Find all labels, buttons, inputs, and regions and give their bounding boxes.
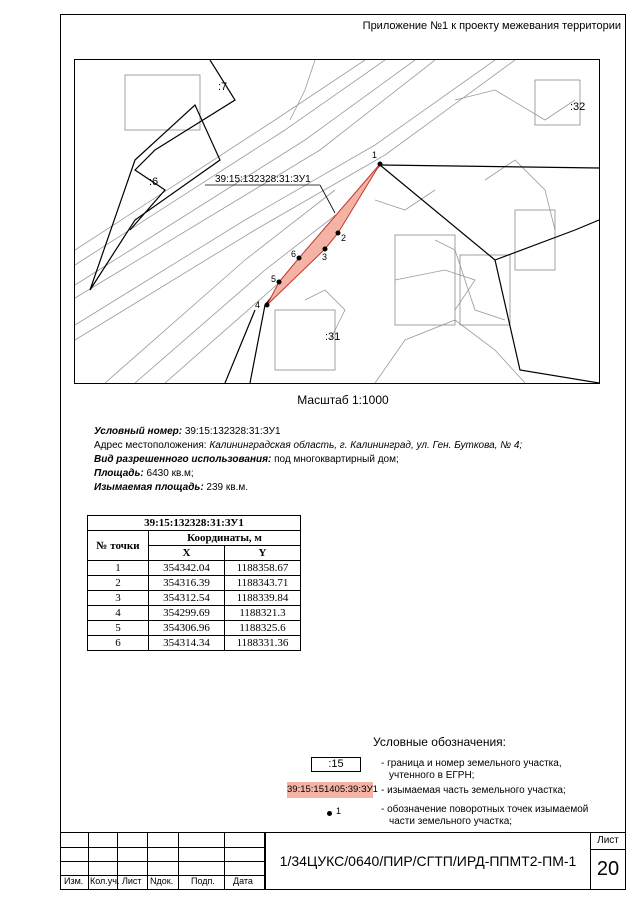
appendix-title: Приложение №1 к проекту межевания территории: [362, 20, 621, 32]
table-row: [88, 576, 301, 591]
title-block: [61, 832, 625, 889]
part-id-label: 39:15:132328:31:ЗУ1: [215, 174, 311, 185]
point-6: [297, 256, 302, 261]
area-line: Площадь: 6430 кв.м;: [94, 468, 194, 479]
legend-point-num: 1: [336, 806, 342, 816]
table-title: 39:15:132328:31:ЗУ1: [88, 516, 301, 531]
col-x-header: X: [149, 546, 225, 561]
parcel-label-32: :32: [570, 101, 586, 113]
legend-point-text: - обозначение поворотных точек изымаемой части земельного участка;: [381, 804, 589, 827]
table-row: [88, 561, 301, 576]
table-row: [88, 591, 301, 606]
point-label-6: 6: [291, 249, 297, 259]
sheet-number-box: [590, 833, 625, 889]
cell-x: 354316.39: [149, 576, 225, 591]
point-label-3: 3: [322, 252, 328, 262]
address-line: Адрес местоположения: Калининградская область, г. Калининград, ул. Ген. Буткова, № 4;: [94, 440, 523, 451]
table-row: [88, 636, 301, 651]
point-label-1: 1: [372, 150, 378, 160]
cell-x: 354314.34: [149, 636, 225, 651]
point-2: [336, 231, 341, 236]
col-point-header: № точки: [88, 531, 149, 561]
document-code: 1/34ЦУКС/0640/ПИР/СГТП/ИРД-ППМТ2-ПМ-1: [265, 833, 590, 889]
parcel-info: [94, 425, 522, 495]
cell-x: 354299.69: [149, 606, 225, 621]
cell-n: 5: [88, 621, 149, 636]
cell-y: 1188325.6: [225, 621, 301, 636]
sheet-label: Лист: [591, 833, 625, 850]
parcel-label-7: :7: [218, 81, 228, 93]
cell-n: 3: [88, 591, 149, 606]
legend-title: Условные обозначения:: [373, 735, 506, 749]
cell-n: 1: [88, 561, 149, 576]
cell-n: 6: [88, 636, 149, 651]
legend-part-swatch: 39:15:151405:39:ЗУ1: [287, 782, 373, 798]
map-drawing: [75, 60, 599, 383]
point-1: [378, 162, 383, 167]
point-4: [265, 303, 270, 308]
table-row: [88, 621, 301, 636]
legend-point-dot: [327, 811, 332, 816]
point-3: [323, 247, 328, 252]
cell-x: 354306.96: [149, 621, 225, 636]
coordinates-table: [87, 515, 301, 651]
cadastral-map: [74, 59, 600, 384]
drawing-sheet: [60, 14, 626, 890]
cond-number-line: Условный номер: 39:15:132328:31:ЗУ1: [94, 426, 281, 437]
cell-x: 354342.04: [149, 561, 225, 576]
table-row: [88, 606, 301, 621]
cell-y: 1188343.71: [225, 576, 301, 591]
stamp-kol: Кол.уч.: [90, 876, 120, 886]
sheet-number: 20: [596, 858, 620, 880]
col-coords-header: Координаты, м: [149, 531, 301, 546]
legend-part-text: - изымаемая часть земельного участка;: [381, 785, 566, 796]
col-y-header: Y: [225, 546, 301, 561]
use-line: Вид разрешенного использования: под многоквартирный дом;: [94, 454, 399, 465]
parcel-label-31: :31: [325, 331, 341, 343]
stamp-izm: Изм.: [64, 876, 84, 886]
point-label-5: 5: [271, 274, 277, 284]
point-5: [277, 280, 282, 285]
cell-y: 1188358.67: [225, 561, 301, 576]
cell-y: 1188321.3: [225, 606, 301, 621]
stamp-podp: Подп.: [191, 876, 215, 886]
point-label-2: 2: [341, 233, 347, 243]
seized-area-line: Изымаемая площадь: 239 кв.м.: [94, 482, 249, 493]
cell-y: 1188339.84: [225, 591, 301, 606]
parcel-label-6: :6: [149, 176, 159, 188]
stamp-list: Лист: [122, 876, 142, 886]
legend-parcel-text: - граница и номер земельного участка, учтенного в ЕГРН;: [381, 758, 562, 781]
point-label-4: 4: [255, 300, 261, 310]
cell-n: 2: [88, 576, 149, 591]
legend-parcel-box: :15: [311, 757, 361, 772]
cell-y: 1188331.36: [225, 636, 301, 651]
cell-x: 354312.54: [149, 591, 225, 606]
cell-n: 4: [88, 606, 149, 621]
stamp-data: Дата: [233, 876, 253, 886]
scale-label: Масштаб 1:1000: [297, 393, 389, 407]
stamp-ndok: Nдок.: [150, 876, 174, 886]
